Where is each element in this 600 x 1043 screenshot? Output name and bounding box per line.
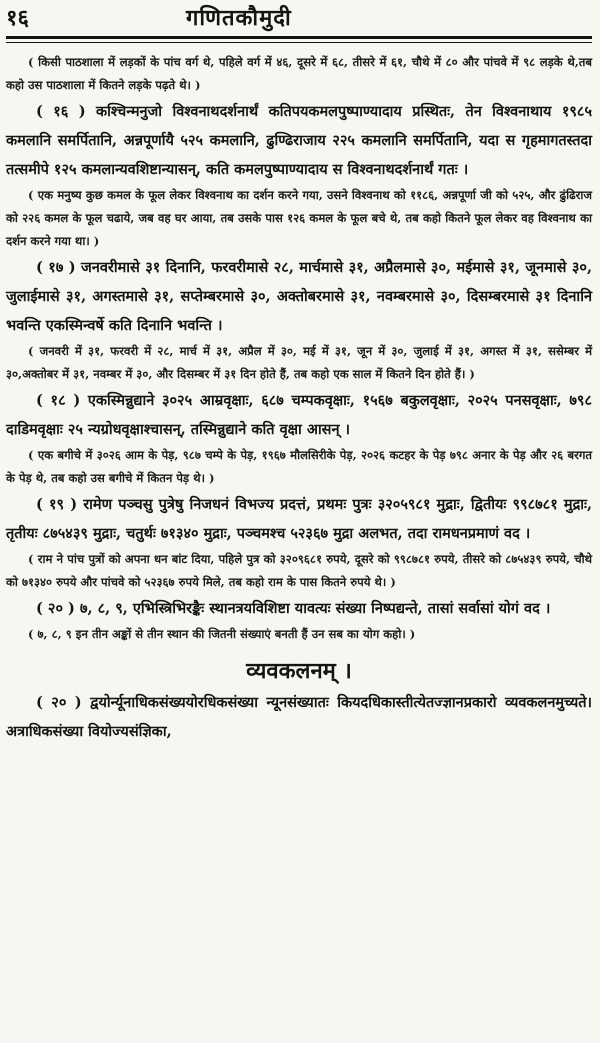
sanskrit-verse: ( १६ ) कश्चिन्मनुजो विश्वनाथदर्शनार्थं कतिपयकमलपुष्पाण्यादाय प्रस्थितः, तेन विश्वनाथाय १९८५ कमलानि समर्पितानि, अन्नपूर्णायै ५२५ कमलानि, ढुण्ढिराजाय २२५ कमलानि समर्पितानि, यदा स गृहमागतस्तदा तत्समीपे १२५ कमलान्यवशिष्टान्यासन्, कति कमलपुष्पाण्यादाय स विश्वनाथदर्शनार्थं गतः ।: [6, 103, 592, 178]
sanskrit-verse: ( १७ ) जनवरीमासे ३१ दिनानि, फरवरीमासे २८, मार्चमासे ३१, अप्रैलमासे ३०, मईमासे ३१, जूनमासे ३०, जुलाईमासे ३१, अगस्तमासे ३१, सप्तेम्बरमासे ३०, अक्तोबरमासे ३१, नवम्बरमासे ३०, दिसम्बरमासे ३१ दिनानि भवन्ति एकस्मिन्वर्षे कति दिनानि भवन्ति ।: [6, 259, 592, 334]
section-heading: व्यवकलनम् ।: [246, 658, 352, 684]
running-title: गणितकौमुदी: [186, 5, 292, 31]
sanskrit-verse: ( २० ) द्वयोर्न्यूनाधिकसंख्ययोरधिकसंख्या न्यूनसंख्यातः कियदधिकास्तीत्येतज्ज्ञानप्रकारो व्यवकलनमुच्यते। अत्राधिकसंख्या वियोज्यसंज्ञिका,: [6, 694, 592, 740]
header-rule-thin: [6, 42, 592, 43]
hindi-translation: ( राम ने पांच पुत्रों को अपना धन बांट दिया, पहिले पुत्र को ३२०९६८१ रुपये, दूसरे को ९९८७८१ रुपये, तीसरे को ८७५४३९ रुपये, चौथे को ७१३४० रुपये और पांचवे को ५२३६७ रुपये मिले, तब कहो राम के पास कितने रुपये थे। ): [6, 552, 592, 589]
hindi-translation: ( जनवरी में ३१, फरवरी में २८, मार्च में ३१, अप्रैल में ३०, मई में ३१, जून में ३०, जुलाई में ३१, अगस्त में ३१, ससेम्बर में ३०,अक्तोबर में ३१, नवम्बर में ३०, और दिसम्बर में ३१ दिन होते हैं, तब कहो एक साल में कितने दिन होते हैं। ): [6, 344, 592, 381]
header-rule: [6, 36, 592, 39]
sanskrit-verse: ( १९ ) रामेण पञ्चसु पुत्रेषु निजधनं विभज्य प्रदत्तं, प्रथमः पुत्रः ३२०५९८१ मुद्राः, द्वितीयः ९९८७८१ मुद्राः, तृतीयः ८७५४३९ मुद्राः, चतुर्थः ७१३४० मुद्राः, पञ्चमश्च ५२३६७ मुद्रा अलभत, तदा रामधनप्रमाणं वद ।: [6, 496, 592, 542]
page-body: [6, 51, 592, 746]
hindi-translation: ( एक बगीचे में ३०२६ आम के पेड़, ९८७ चम्पे के पेड़, १९६७ मौलसिरीके पेड़, २०२६ कटहर के पेड़ ७९८ अनार के पेड़ और २६ बरगत के पेड़ थे, तब कहो उस बगीचे में कितन पेड़ थे। ): [6, 448, 592, 485]
hindi-translation: ( ७, ८, ९ इन तीन अङ्कों से तीन स्थान की जितनी संख्याएं बनती हैं उन सब का योग कहो। ): [28, 627, 416, 641]
running-header: [6, 0, 592, 34]
hindi-translation: ( एक मनुष्य कुछ कमल के फूल लेकर विश्वनाथ का दर्शन करने गया, उसने विश्वनाथ को ११८६, अन्नपूर्णा जी को ५२५, और ढुंढिराज को २२६ कमल के फूल चढाये, जब वह घर आया, तब उसके पास १२६ कमल के फूल बचे थे, तब कहो कितने फूल लेकर वह विश्वनाथ का दर्शन करने गया था। ): [6, 188, 592, 248]
sanskrit-verse: ( १८ ) एकस्मिन्नुद्याने ३०२५ आम्रवृक्षाः, ६८७ चम्पकवृक्षाः, १५६७ बकुलवृक्षाः, २०२५ पनसवृक्षाः, ७९८ दाडिमवृक्षाः २५ न्यग्रोधवृक्षाश्चासन्, तस्मिन्नुद्याने कति वृक्षा आसन् ।: [6, 392, 592, 438]
sanskrit-verse: ( २० ) ७, ८, ९, एभिस्त्रिभिरङ्कैः स्थानत्रयविशिष्टा यावत्यः संख्या निष्पद्यन्ते, तासां सर्वासां योगं वद ।: [36, 600, 551, 617]
hindi-translation: ( किसी पाठशाला में लड़कों के पांच वर्ग थे, पहिले वर्ग में ४६, दूसरे में ६८, तीसरे में ६१, चौथे में ८० और पांचवे में ९८ लड़के थे,तब कहो उस पाठशाला में कितने लड़के पढ़ते थे। ): [6, 55, 592, 92]
page-number: १६: [6, 5, 29, 31]
